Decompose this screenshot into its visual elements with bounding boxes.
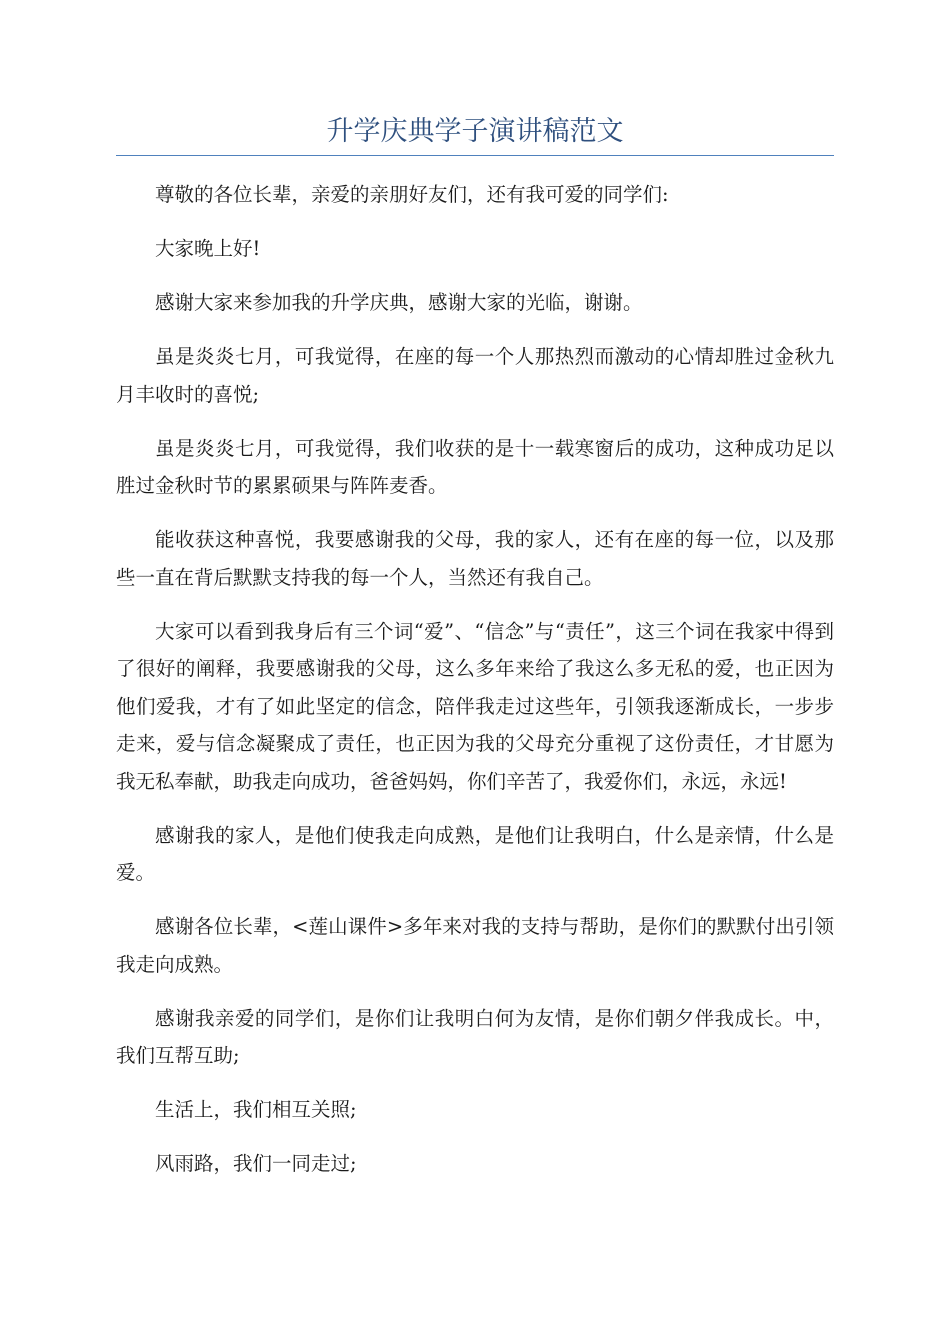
paragraph: 风雨路，我们一同走过; <box>155 1152 357 1175</box>
paragraph: 感谢各位长辈，<莲山课件>多年来对我的支持与帮助，是你们的默默付出引领我走向成熟。 <box>116 915 834 976</box>
paragraph: 大家晚上好! <box>155 237 261 260</box>
paragraph: 感谢我的家人，是他们使我走向成熟，是他们让我明白，什么是亲情，什么是爱。 <box>116 823 834 884</box>
paragraph: 能收获这种喜悦，我要感谢我的父母，我的家人，还有在座的每一位，以及那些一直在背后默默支持我的每一个人，当然还有我自己。 <box>116 528 834 589</box>
title-underline <box>116 155 834 156</box>
paragraph: 尊敬的各位长辈，亲爱的亲朋好友们，还有我可爱的同学们: <box>155 183 669 206</box>
document-body <box>116 176 834 1199</box>
paragraph: 大家可以看到我身后有三个词“爱”、“信念”与“责任”，这三个词在我家中得到了很好的阐释，我要感谢我的父母，这么多年来给了我这么多无私的爱，也正因为他们爱我，才有了如此坚定的信念，陪伴我走过这些年，引领我逐渐成长，一步步走来，爱与信念凝聚成了责任，也正因为我的父母充分重视了这份责任，才甘愿为我无私奉献，助我走向成功，爸爸妈妈，你们辛苦了，我爱你们，永远，永远! <box>116 619 834 793</box>
paragraph: 虽是炎炎七月，可我觉得，我们收获的是十一载寒窗后的成功，这种成功足以胜过金秋时节的累累硕果与阵阵麦香。 <box>116 436 834 497</box>
paragraph: 感谢我亲爱的同学们，是你们让我明白何为友情，是你们朝夕伴我成长。中，我们互帮互助; <box>116 1006 834 1067</box>
document-title: 升学庆典学子演讲稿范文 <box>326 116 624 147</box>
paragraph: 虽是炎炎七月，可我觉得，在座的每一个人那热烈而激动的心情却胜过金秋九月丰收时的喜悦; <box>116 345 834 406</box>
paragraph: 感谢大家来参加我的升学庆典，感谢大家的光临，谢谢。 <box>155 291 643 314</box>
paragraph: 生活上，我们相互关照; <box>155 1098 357 1121</box>
